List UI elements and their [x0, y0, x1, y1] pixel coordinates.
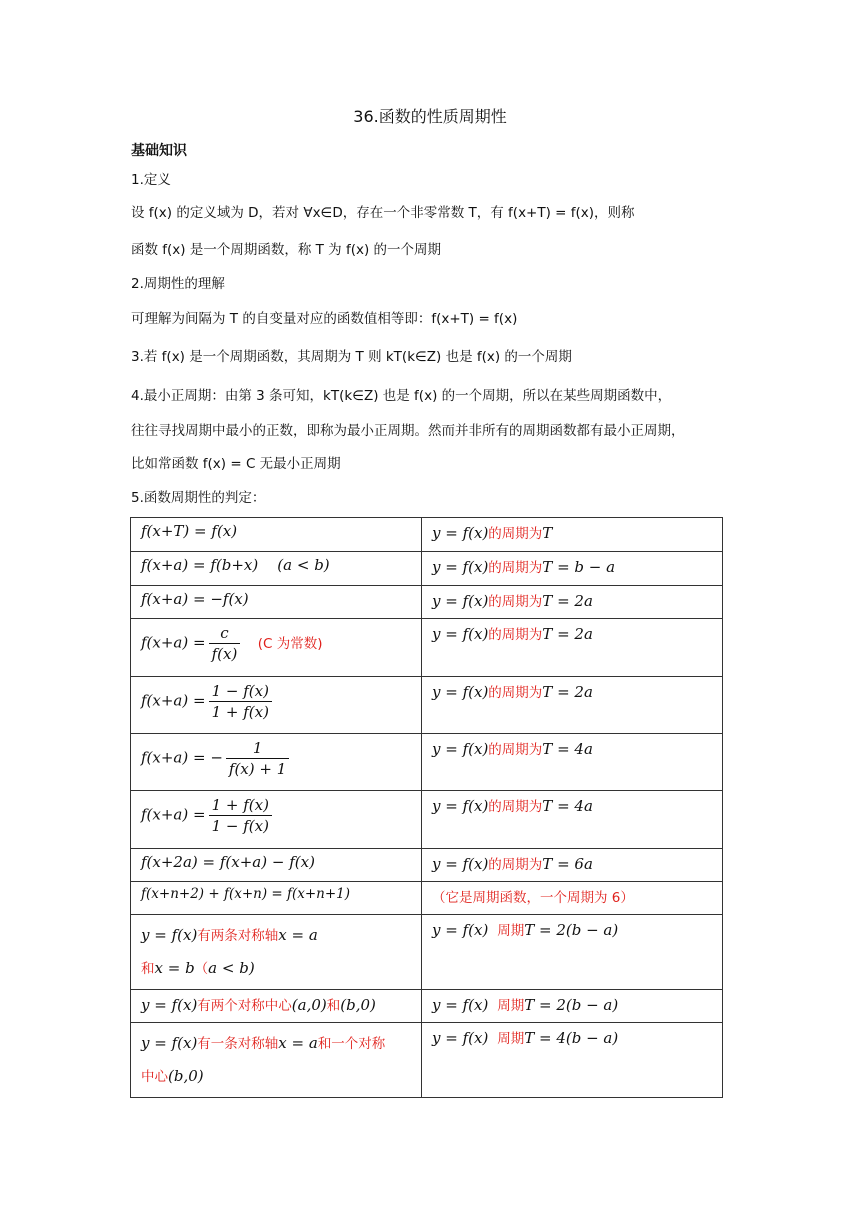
- result-cell: y = f(x) 周期T = 2(b − a): [422, 990, 723, 1023]
- condition-cell: f(x+a) = −f(x): [131, 586, 422, 619]
- table-row: [131, 915, 723, 990]
- result-cell: y = f(x)的周期为T: [422, 518, 723, 552]
- min-period-line-3: 比如常函数 f(x) = C 无最小正周期: [131, 456, 341, 472]
- definition-line-2: 函数 f(x) 是一个周期函数，称 T 为 f(x) 的一个周期: [131, 242, 442, 258]
- table-row: [131, 552, 723, 586]
- fraction: $\frac{1 + f(x)}{1 - f(x)}$: [209, 795, 272, 836]
- result-cell: y = f(x)的周期为T = 2a: [422, 586, 723, 619]
- condition-cell: f(x+a) = $\frac{1 + f(x)}{1 - f(x)}$: [131, 791, 422, 849]
- result-cell: y = f(x)的周期为T = 6a: [422, 849, 723, 882]
- condition-cell: f(x+2a) = f(x+a) − f(x): [131, 849, 422, 882]
- table-row: [131, 677, 723, 734]
- condition-cell: y = f(x)有一条对称轴x = a和一个对称 中心(b,0): [131, 1023, 422, 1098]
- table-row: [131, 518, 723, 552]
- condition-cell: f(x+a) = $\frac{c}{f(x)}$ (C 为常数): [131, 619, 422, 677]
- result-cell: y = f(x) 周期T = 2(b − a): [422, 915, 723, 990]
- condition-cell: f(x+a) = $\frac{1 - f(x)}{1 + f(x)}$: [131, 677, 422, 734]
- result-cell: y = f(x)的周期为T = 2a: [422, 677, 723, 734]
- condition-cell: f(x+a) = − $\frac{1}{f(x) + 1}$: [131, 734, 422, 791]
- result-cell: （它是周期函数，一个周期为 6）: [422, 882, 723, 915]
- criteria-heading: 5.函数周期性的判定：: [131, 490, 266, 506]
- result-cell: y = f(x)的周期为T = 4a: [422, 791, 723, 849]
- result-cell: y = f(x)的周期为T = b − a: [422, 552, 723, 586]
- condition-cell: f(x+a) = f(b+x) (a < b): [131, 552, 422, 586]
- period-criteria-table: [130, 517, 723, 1098]
- table-row: [131, 619, 723, 677]
- min-period-line-2: 往往寻找周期中最小的正数，即称为最小正周期。然而并非所有的周期函数都有最小正周期，: [131, 423, 685, 439]
- min-period-line-1: 4.最小正周期：由第 3 条可知，kT(k∈Z) 也是 f(x) 的一个周期，所以在某些周期函数中，: [131, 388, 672, 404]
- table-row: [131, 586, 723, 619]
- table-row: [131, 990, 723, 1023]
- condition-cell: f(x+T) = f(x): [131, 518, 422, 552]
- condition-cell: f(x+n+2) + f(x+n) = f(x+n+1): [131, 882, 422, 915]
- multiple-period-line: 3.若 f(x) 是一个周期函数，其周期为 T 则 kT(k∈Z) 也是 f(x) 的一个周期: [131, 349, 572, 365]
- table-row: [131, 791, 723, 849]
- fraction: $\frac{c}{f(x)}$: [209, 623, 241, 664]
- table-row: [131, 734, 723, 791]
- section-heading: 基础知识: [131, 143, 187, 159]
- table-row: [131, 882, 723, 915]
- result-cell: y = f(x)的周期为T = 4a: [422, 734, 723, 791]
- definition-heading: 1.定义: [131, 172, 171, 188]
- page-title: 36.函数的性质周期性: [353, 107, 507, 126]
- result-cell: y = f(x) 周期T = 4(b − a): [422, 1023, 723, 1098]
- definition-line-1: 设 f(x) 的定义域为 D，若对 ∀x∈D，存在一个非零常数 T，有 f(x+T) = f(x)，则称: [131, 205, 635, 221]
- understanding-line: 可理解为间隔为 T 的自变量对应的函数值相等即：f(x+T) = f(x): [131, 311, 518, 327]
- table-row: [131, 849, 723, 882]
- result-cell: y = f(x)的周期为T = 2a: [422, 619, 723, 677]
- condition-cell: y = f(x)有两个对称中心(a,0)和(b,0): [131, 990, 422, 1023]
- fraction: $\frac{1}{f(x) + 1}$: [226, 738, 289, 779]
- condition-cell: y = f(x)有两条对称轴x = a 和x = b（a < b): [131, 915, 422, 990]
- understanding-heading: 2.周期性的理解: [131, 276, 225, 292]
- fraction: $\frac{1 - f(x)}{1 + f(x)}$: [209, 681, 272, 722]
- table-row: [131, 1023, 723, 1098]
